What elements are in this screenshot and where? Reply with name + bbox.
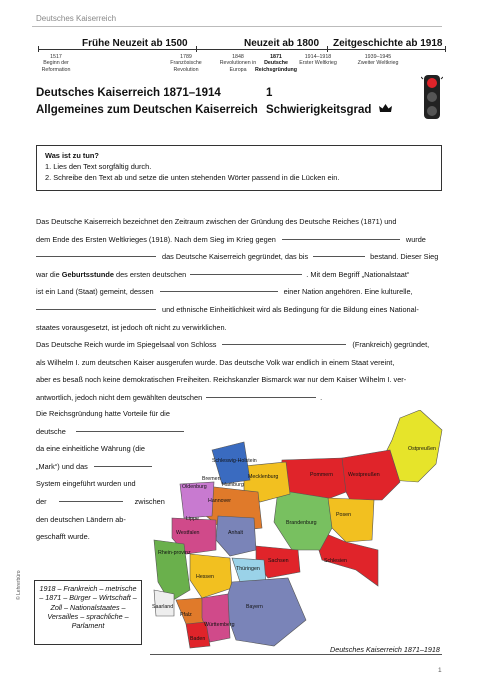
page-number: 1 <box>438 667 442 674</box>
timeline-event: 1848 Revolutionen in Europa <box>219 54 257 73</box>
map-label: Württemberg <box>204 622 235 628</box>
traffic-light-icon <box>421 73 443 121</box>
map-label: Anhalt <box>228 530 244 536</box>
task-step: 1. Lies den Text sorgfältig durch. <box>45 162 152 171</box>
map-label: Westpreußen <box>348 472 380 478</box>
map-label: Schleswig-Holstein <box>212 458 257 464</box>
paragraph-1: Das Deutsche Kaiserreich bezeichnet den Zeitraum zwischen der Gründung des Deutsche Reiches (1871) und dem Ende des Ersten Weltkrieges (1918). Nach dem Sieg im Krieg gegen wurde das Deutsche Kaiserreich gegründet, das bis bestand. Dieser Sieg war die Geburtsstunde des ersten deutschen . Mit dem Begriff „Nationalstaat“ ist ein Land (Staat) gemeint, dessen einer Nation angehören. Eine kulturelle, und ethnische Einheitlichkeit wird als Bedingung für die Bildung eines National- staates vorausgesetzt, ist jedoch oft nicht zu verwirklichen. <box>36 217 439 332</box>
region-pfalz <box>176 598 204 624</box>
gap-blank[interactable] <box>313 248 365 257</box>
map-label: Hamburg <box>222 482 244 488</box>
gap-blank[interactable] <box>36 301 156 310</box>
paragraph-2: Das Deutsche Reich wurde im Spiegelsaal von Schloss (Frankreich) gegründet, als Wilhelm I. zum deutschen Kaiser ausgerufen wurde. Das deutsche Volk war endlich in einem Staat vereint, aber es besaß noch keine demokratischen Freiheiten. Reichskanzler Bismarck war nur dem Kaiser Wilhelm I. ver- antwortlich, jedoch nicht dem gewählten deutschen . <box>36 336 442 406</box>
timeline-event: 1914–1918 Erster Weltkrieg <box>299 54 337 67</box>
map-label: Pommern <box>310 472 333 478</box>
gap-blank[interactable] <box>36 248 156 257</box>
gap-blank[interactable] <box>190 266 302 275</box>
timeline-event-highlight: 1871 Deutsche Reichsgründung <box>254 54 298 73</box>
map-label: Westfalen <box>176 530 200 536</box>
map-label: Sachsen <box>268 558 289 564</box>
timeline <box>0 0 480 80</box>
copyright-note: © Lehrerbüro <box>16 570 22 600</box>
map-label: Mecklenburg <box>248 474 279 480</box>
worksheet-number: 1 <box>266 87 273 99</box>
gap-blank[interactable] <box>282 231 400 240</box>
caption-divider <box>150 654 442 655</box>
gap-blank[interactable] <box>206 389 316 398</box>
timeline-event: 1517 Beginn der Reformation <box>41 54 71 73</box>
era-early-modern: Frühe Neuzeit ab 1500 <box>82 38 188 49</box>
gap-blank[interactable] <box>94 458 152 467</box>
map-label: Hannover <box>208 498 231 504</box>
era-contemporary: Zeitgeschichte ab 1918 <box>333 38 443 49</box>
task-step: 2. Schreibe den Text ab und setze die unten stehenden Wörter passend in die Lücken ein. <box>45 173 340 182</box>
timeline-line <box>38 49 446 50</box>
map-label: Saarland <box>152 604 174 610</box>
region-anhalt <box>216 516 256 556</box>
task-heading: Was ist zu tun? <box>45 151 99 160</box>
gap-blank[interactable] <box>222 336 346 345</box>
region-posen <box>328 498 374 542</box>
paragraph-3: Die Reichsgründung hatte Vorteile für die deutsche da eine einheitliche Währung (die „Mark“) und das System eingeführt wurden und der zwischen den deutschen Ländern ab- geschafft wurde. <box>36 405 196 546</box>
region-bayern <box>224 578 306 646</box>
difficulty-label: Schwierigkeitsgrad <box>266 104 392 116</box>
region-saarland <box>154 590 174 616</box>
map-label: Thüringen <box>236 566 260 572</box>
map-label: Brandenburg <box>286 520 317 526</box>
map-caption: Deutsches Kaiserreich 1871–1918 <box>330 645 440 654</box>
map-label: Bremen <box>202 476 221 482</box>
map-label: Baden <box>190 636 206 642</box>
timeline-event: 1939–1945 Zweiter Weltkrieg <box>357 54 399 67</box>
map-label: Lippe <box>186 516 199 522</box>
gap-blank[interactable] <box>160 283 278 292</box>
map-label: Posen <box>336 512 352 518</box>
map-label: Hessen <box>196 574 214 580</box>
page-subtitle: Allgemeines zum Deutschen Kaiserreich <box>36 104 258 116</box>
page-title: Deutsches Kaiserreich 1871–1914 <box>36 87 221 99</box>
timeline-event: 1789 Französische Revolution <box>170 54 202 73</box>
empire-map <box>150 410 445 650</box>
word-box: 1918 – Frankreich – metrische – 1871 – Bürger – Wirtschaft – Zoll – Nationalstaates – Versailles – sprachliche – Parlament <box>34 580 142 645</box>
era-modern: Neuzeit ab 1800 <box>244 38 320 49</box>
map-label: Schlesien <box>324 558 347 564</box>
task-box <box>36 145 442 191</box>
map-label: Ostpreußen <box>408 446 436 452</box>
crown-icon <box>379 104 392 113</box>
map-label: Oldenburg <box>182 484 207 490</box>
map-label: Pfalz <box>180 612 192 618</box>
map-label: Bayern <box>246 604 263 610</box>
gap-blank[interactable] <box>59 493 123 502</box>
header-title: Deutsches Kaiserreich <box>36 14 117 23</box>
map-label: Rhein-provinz <box>158 550 191 556</box>
